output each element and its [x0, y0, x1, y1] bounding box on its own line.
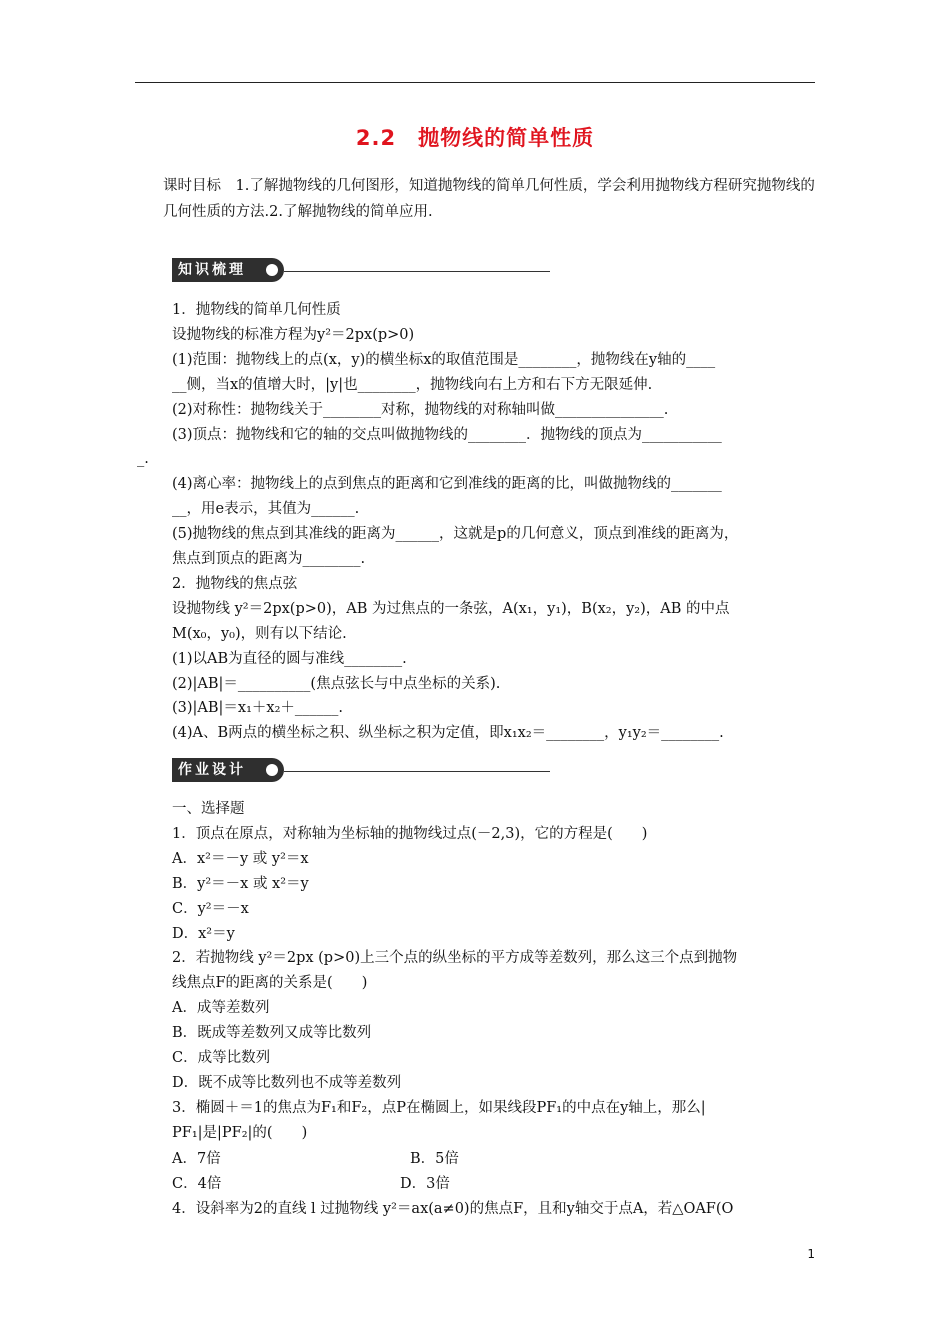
text-line: M(x₀，y₀)，则有以下结论.: [172, 625, 347, 642]
question-4: 4．设斜率为2的直线 l 过抛物线 y²＝ax(a≠0)的焦点F，且和y轴交于点A，若△OAF(O: [172, 1201, 734, 1217]
option-b: B．5倍: [410, 1151, 459, 1167]
option-d: D．3倍: [400, 1176, 450, 1192]
text-line: 3．椭圆＋＝1的焦点为F₁和F₂，点P在椭圆上，如果线段PF₁的中点在y轴上，那么|: [172, 1099, 706, 1116]
text-line: A．x²＝－y 或 y²＝x: [172, 850, 309, 867]
header-rule: [135, 82, 815, 83]
text-line: (1)范围：抛物线上的点(x，y)的横坐标x的取值范围是________，抛物线在y轴的____: [172, 351, 716, 368]
text-line: __侧，当x的值增大时，|y|也________，抛物线向右上方和右下方无限延伸.: [172, 376, 653, 393]
text-line: 一、选择题: [172, 801, 245, 817]
text-line: (4)离心率：抛物线上的点到焦点的距离和它到准线的距离的比，叫做抛物线的_______: [172, 476, 722, 493]
text-line: (2)对称性：抛物线关于________对称，抛物线的对称轴叫做_______________.: [172, 401, 669, 418]
text-line: B．既成等差数列又成等比数列: [172, 1025, 372, 1042]
text-line: 设抛物线 y²＝2px(p>0)，AB 为过焦点的一条弦，A(x₁，y₁)，B(x₂，y₂)，AB 的中点: [172, 600, 730, 617]
text-line: B．y²＝－x 或 x²＝y: [172, 875, 309, 892]
text-line: _.: [137, 451, 149, 468]
text-line: (3)|AB|＝x₁＋x₂＋______.: [172, 700, 344, 717]
text-line: 2．抛物线的焦点弦: [172, 575, 298, 592]
text-line: A．成等差数列: [172, 1000, 270, 1017]
section-header-homework: [172, 758, 284, 782]
text-line: 1．顶点在原点，对称轴为坐标轴的抛物线过点(－2,3)，它的方程是( ): [172, 825, 648, 842]
text-line: PF₁|是|PF₂|的( ): [172, 1124, 308, 1141]
text-line: 设抛物线的标准方程为y²＝2px(p>0): [172, 326, 415, 343]
text-line: (4)A、B两点的横坐标之积、纵坐标之积为定值，即x₁x₂＝________，y₁y₂＝________.: [172, 725, 724, 742]
section-title: 知识梳理: [178, 262, 246, 278]
text-line: D．x²＝y: [172, 925, 235, 942]
text-line: (2)|AB|＝__________(焦点弦长与中点坐标的关系).: [172, 675, 501, 692]
text-line: 2．若抛物线 y²＝2px (p>0)上三个点的纵坐标的平方成等差数列，那么这三个点到抛物: [172, 950, 738, 967]
option-a: A．7倍: [172, 1151, 221, 1167]
page-title: 2.2 抛物线的简单性质: [355, 126, 595, 150]
text-line: (5)抛物线的焦点到其准线的距离为______，这就是p的几何意义，顶点到准线的距离为，: [172, 526, 739, 543]
text-line: 线焦点F的距离的关系是( ): [172, 975, 368, 992]
text-line: 焦点到顶点的距离为________.: [172, 551, 366, 567]
text-line: (3)顶点：抛物线和它的轴的交点叫做抛物线的________．抛物线的顶点为___________: [172, 426, 722, 443]
text-line: 1．抛物线的简单几何性质: [172, 302, 341, 318]
option-c: C．4倍: [172, 1176, 222, 1192]
section-title: 作业设计: [178, 762, 246, 778]
text-line: D．既不成等比数列也不成等差数列: [172, 1074, 402, 1091]
text-line: C．y²＝－x: [172, 900, 249, 917]
section-header-knowledge: [172, 258, 284, 282]
bullet-icon: [266, 764, 278, 776]
section-rule: [284, 771, 550, 772]
page-number: 1: [807, 1247, 815, 1261]
bullet-icon: [266, 264, 278, 276]
text-line: (1)以AB为直径的圆与准线________.: [172, 650, 407, 667]
section-rule: [284, 271, 550, 272]
text-line: C．成等比数列: [172, 1050, 271, 1066]
text-line: __，用e表示，其值为______.: [172, 501, 360, 518]
lesson-goal: 课时目标 1.了解抛物线的几何图形，知道抛物线的简单几何性质，学会利用抛物线方程研究抛物线的几何性质的方法.2.了解抛物线的简单应用.: [163, 178, 815, 220]
